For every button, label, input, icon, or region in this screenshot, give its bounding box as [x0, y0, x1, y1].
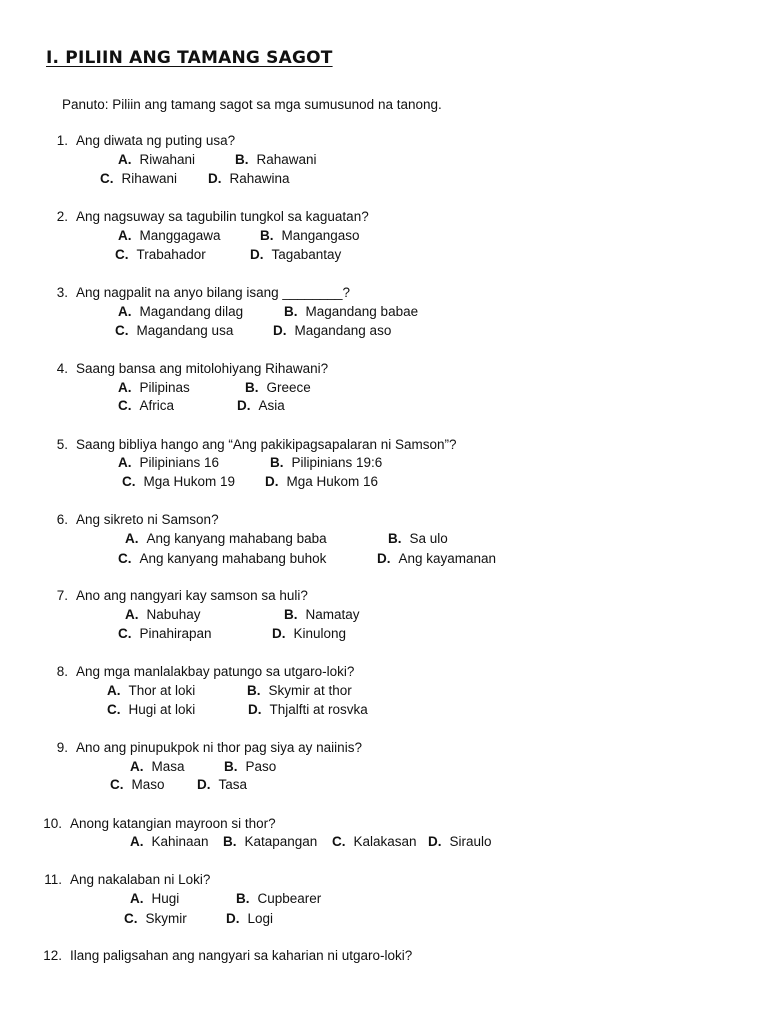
option-letter: D.: [248, 702, 262, 717]
option-letter: C.: [115, 323, 129, 338]
answer-option-a[interactable]: [118, 304, 243, 319]
question-text: Ilang paligsahan ang nangyari sa kaharian ni utgaro-loki?: [70, 948, 413, 963]
option-text: Kinulong: [293, 626, 347, 641]
question-number: 8.: [56, 664, 68, 679]
question-text: Ang mga manlalakbay patungo sa utgaro-loki?: [76, 664, 355, 679]
option-letter: C.: [100, 171, 114, 186]
option-text: Nabuhay: [146, 607, 201, 622]
option-letter: C.: [107, 702, 121, 717]
option-letter: C.: [115, 247, 129, 262]
option-letter: B.: [235, 152, 249, 167]
answer-option-b[interactable]: [260, 228, 360, 243]
answer-option-a[interactable]: [130, 891, 179, 906]
answer-option-b[interactable]: [270, 455, 382, 470]
question-number: 6.: [56, 512, 68, 527]
question-number: 12.: [43, 948, 62, 963]
option-letter: B.: [388, 531, 402, 546]
option-text: Siraulo: [449, 834, 492, 849]
option-letter: C.: [118, 551, 132, 566]
option-letter: B.: [223, 834, 237, 849]
option-text: Pilipinians 16: [139, 455, 220, 470]
option-text: Mangangaso: [281, 228, 360, 243]
option-letter: A.: [130, 891, 144, 906]
option-letter: B.: [284, 304, 298, 319]
answer-option-d[interactable]: [237, 398, 285, 413]
answer-option-a[interactable]: [118, 380, 190, 395]
option-text: Kalakasan: [353, 834, 417, 849]
option-text: Pilipinas: [139, 380, 190, 395]
answer-option-b[interactable]: [224, 759, 276, 774]
option-text: Pinahirapan: [139, 626, 212, 641]
question-text: Ano ang pinupukpok ni thor pag siya ay naiinis?: [76, 740, 362, 755]
answer-option-b[interactable]: [235, 152, 317, 167]
option-text: Riwahani: [139, 152, 196, 167]
option-letter: D.: [377, 551, 391, 566]
answer-option-c[interactable]: [100, 171, 177, 186]
option-letter: A.: [107, 683, 121, 698]
option-text: Ang kayamanan: [398, 551, 497, 566]
answer-option-d[interactable]: [377, 551, 496, 566]
option-text: Skymir: [145, 911, 187, 926]
option-letter: D.: [237, 398, 251, 413]
option-text: Cupbearer: [257, 891, 322, 906]
answer-option-b[interactable]: [284, 304, 418, 319]
answer-option-c[interactable]: [107, 702, 195, 717]
option-text: Kahinaan: [151, 834, 209, 849]
question-text: Ang nagsuway sa tagubilin tungkol sa kaguatan?: [76, 209, 369, 224]
option-text: Maso: [131, 777, 165, 792]
option-text: Masa: [151, 759, 185, 774]
option-letter: A.: [130, 834, 144, 849]
option-letter: B.: [284, 607, 298, 622]
option-letter: B.: [224, 759, 238, 774]
option-letter: D.: [272, 626, 286, 641]
answer-option-b[interactable]: [245, 380, 311, 395]
answer-option-a[interactable]: [107, 683, 195, 698]
answer-option-b[interactable]: [223, 834, 317, 849]
option-letter: D.: [197, 777, 211, 792]
option-text: Hugi: [151, 891, 180, 906]
option-letter: C.: [118, 626, 132, 641]
option-letter: A.: [125, 607, 139, 622]
question-text: Ang sikreto ni Samson?: [76, 512, 219, 527]
option-text: Rihawani: [121, 171, 178, 186]
option-letter: D.: [226, 911, 240, 926]
option-letter: C.: [122, 474, 136, 489]
option-text: Ang kanyang mahabang buhok: [139, 551, 327, 566]
option-text: Rahawina: [229, 171, 290, 186]
question-number: 3.: [56, 285, 68, 300]
answer-option-b[interactable]: [388, 531, 448, 546]
question-number: 2.: [56, 209, 68, 224]
answer-option-c[interactable]: [115, 247, 206, 262]
option-text: Magandang usa: [136, 323, 234, 338]
answer-option-d[interactable]: [197, 777, 247, 792]
page-title: I. PILIIN ANG TAMANG SAGOT: [46, 48, 333, 68]
answer-option-c[interactable]: [118, 398, 174, 413]
question-text: Saang bansa ang mitolohiyang Rihawani?: [76, 361, 329, 376]
question-number: 7.: [56, 588, 68, 603]
option-text: Rahawani: [256, 152, 317, 167]
answer-option-d[interactable]: [250, 247, 341, 262]
question-text: Ang nagpalit na anyo bilang isang ________?: [76, 285, 350, 300]
answer-option-a[interactable]: [130, 759, 185, 774]
answer-option-a[interactable]: [125, 531, 327, 546]
option-letter: D.: [428, 834, 442, 849]
question-number: 9.: [56, 740, 68, 755]
option-text: Mga Hukom 16: [286, 474, 379, 489]
question-number: 11.: [44, 872, 62, 887]
answer-option-d[interactable]: [272, 626, 346, 641]
option-letter: C.: [332, 834, 346, 849]
option-text: Hugi at loki: [128, 702, 196, 717]
option-letter: A.: [118, 304, 132, 319]
option-text: Paso: [245, 759, 277, 774]
answer-option-a[interactable]: [118, 455, 219, 470]
question-text: Ang nakalaban ni Loki?: [70, 872, 211, 887]
answer-option-d[interactable]: [208, 171, 290, 186]
answer-option-d[interactable]: [265, 474, 378, 489]
answer-option-a[interactable]: [118, 152, 195, 167]
option-text: Pilipinians 19:6: [291, 455, 383, 470]
option-text: Namatay: [305, 607, 360, 622]
option-letter: A.: [118, 455, 132, 470]
answer-option-d[interactable]: [273, 323, 391, 338]
answer-option-b[interactable]: [247, 683, 352, 698]
option-letter: A.: [130, 759, 144, 774]
option-text: Tagabantay: [271, 247, 342, 262]
question-text: Saang bibliya hango ang “Ang pakikipagsapalaran ni Samson”?: [76, 437, 457, 452]
answer-option-c[interactable]: [118, 626, 212, 641]
answer-option-d[interactable]: [226, 911, 273, 926]
option-text: Thor at loki: [128, 683, 196, 698]
option-letter: D.: [250, 247, 264, 262]
answer-option-c[interactable]: [124, 911, 187, 926]
option-text: Africa: [139, 398, 175, 413]
option-letter: B.: [245, 380, 259, 395]
option-text: Katapangan: [244, 834, 318, 849]
answer-option-c[interactable]: [110, 777, 165, 792]
answer-option-d[interactable]: [248, 702, 368, 717]
question-number: 5.: [56, 437, 68, 452]
option-letter: D.: [273, 323, 287, 338]
option-letter: D.: [265, 474, 279, 489]
question-text: Anong katangian mayroon si thor?: [70, 816, 276, 831]
answer-option-a[interactable]: [118, 228, 221, 243]
answer-option-c[interactable]: [332, 834, 417, 849]
option-letter: A.: [118, 380, 132, 395]
question-number: 10.: [43, 816, 62, 831]
option-letter: C.: [110, 777, 124, 792]
answer-option-c[interactable]: [122, 474, 235, 489]
answer-option-c[interactable]: [115, 323, 233, 338]
option-letter: B.: [236, 891, 250, 906]
option-text: Mga Hukom 19: [143, 474, 236, 489]
option-text: Ang kanyang mahabang baba: [146, 531, 327, 546]
option-text: Sa ulo: [409, 531, 448, 546]
option-letter: A.: [118, 152, 132, 167]
answer-option-c[interactable]: [118, 551, 326, 566]
option-text: Magandang dilag: [139, 304, 244, 319]
question-number: 4.: [56, 361, 68, 376]
option-text: Manggagawa: [139, 228, 221, 243]
option-letter: B.: [270, 455, 284, 470]
option-text: Greece: [266, 380, 311, 395]
answer-option-b[interactable]: [284, 607, 360, 622]
option-letter: B.: [260, 228, 274, 243]
option-text: Logi: [247, 911, 274, 926]
answer-option-a[interactable]: [130, 834, 209, 849]
answer-option-a[interactable]: [125, 607, 201, 622]
option-letter: B.: [247, 683, 261, 698]
option-text: Magandang babae: [305, 304, 419, 319]
option-letter: A.: [118, 228, 132, 243]
question-text: Ang diwata ng puting usa?: [76, 133, 236, 148]
option-letter: D.: [208, 171, 222, 186]
option-text: Skymir at thor: [268, 683, 352, 698]
option-text: Asia: [258, 398, 285, 413]
option-text: Tasa: [218, 777, 248, 792]
answer-option-b[interactable]: [236, 891, 321, 906]
question-text: Ano ang nangyari kay samson sa huli?: [76, 588, 308, 603]
answer-option-d[interactable]: [428, 834, 492, 849]
option-letter: C.: [118, 398, 132, 413]
option-letter: C.: [124, 911, 138, 926]
option-letter: A.: [125, 531, 139, 546]
option-text: Thjalfti at rosvka: [269, 702, 368, 717]
option-text: Trabahador: [136, 247, 206, 262]
instructions: Panuto: Piliin ang tamang sagot sa mga sumusunod na tanong.: [62, 97, 442, 112]
option-text: Magandang aso: [294, 323, 392, 338]
question-number: 1.: [56, 133, 68, 148]
